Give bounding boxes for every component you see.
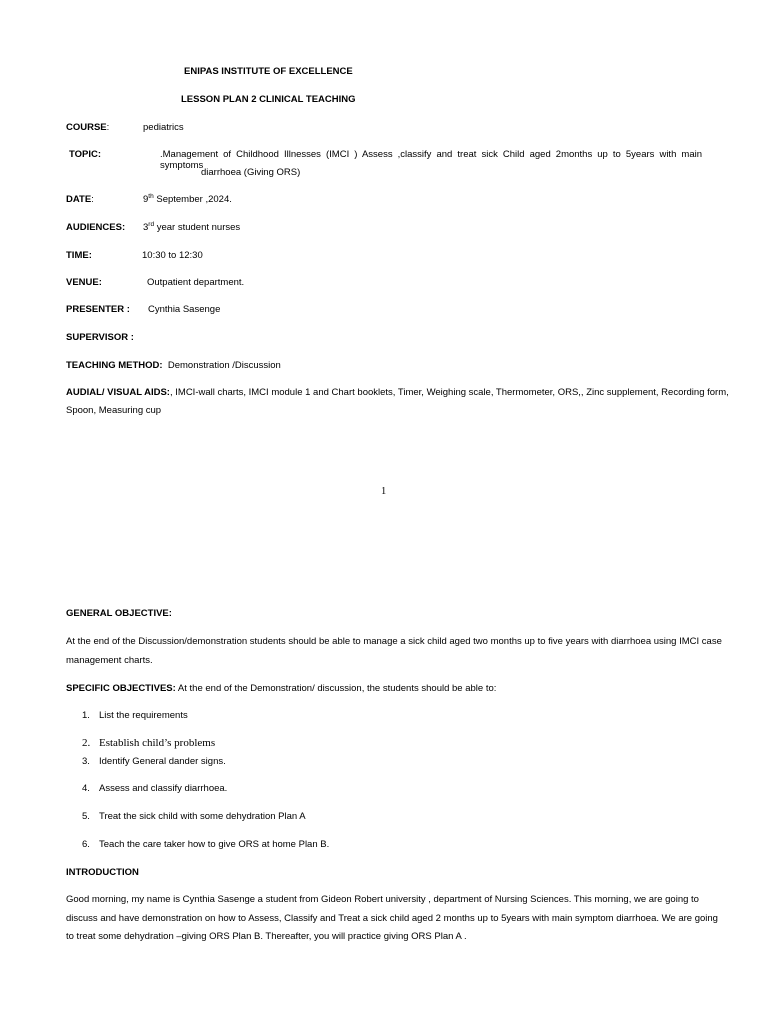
introduction-line1: Good morning, my name is Cynthia Sasenge a student from Gideon Robert university , department of Nursing Sciences. This morning, we are going to (66, 894, 699, 905)
introduction-line3: to treat some dehydration –giving ORS Plan B. Thereafter, you will practice giving ORS Plan A . (66, 931, 467, 942)
general-objective-heading: GENERAL OBJECTIVE: (66, 608, 172, 619)
course-value: pediatrics (143, 122, 184, 133)
supervisor-label: SUPERVISOR : (66, 332, 134, 343)
specific-objectives-intro: SPECIFIC OBJECTIVES: At the end of the Demonstration/ discussion, the students should be able to: (66, 683, 497, 694)
institute-title: ENIPAS INSTITUTE OF EXCELLENCE (184, 66, 353, 77)
general-objective-line2: management charts. (66, 655, 153, 666)
teaching-method: TEACHING METHOD: Demonstration /Discussion (66, 360, 281, 371)
audio-visual-aids-line1: AUDIAL/ VISUAL AIDS:, IMCI-wall charts, IMCI module 1 and Chart booklets, Timer, Weighing scale, Thermometer, ORS,, Zinc supplement, Recording form, (66, 387, 729, 398)
date-label: DATE: (66, 194, 94, 205)
audiences-label: AUDIENCES: (66, 222, 126, 233)
time-label: TIME: (66, 250, 92, 261)
introduction-heading: INTRODUCTION (66, 867, 139, 878)
page-number: 1 (381, 486, 387, 497)
date-value: 9th September ,2024. (143, 192, 232, 205)
venue-label: VENUE: (66, 277, 102, 288)
audio-visual-aids-line2: Spoon, Measuring cup (66, 405, 162, 416)
course-label: COURSE: (66, 122, 110, 133)
topic-value-line1: .Management of Childhood Illnesses (IMCI ) Assess ,classify and treat sick Child aged 2months up to 5years with main symptoms (160, 149, 702, 171)
topic-value-line2: diarrhoea (Giving ORS) (201, 167, 301, 178)
lesson-plan-title: LESSON PLAN 2 CLINICAL TEACHING (181, 94, 356, 105)
time-value: 10:30 to 12:30 (142, 250, 203, 261)
audiences-value: 3rd year student nurses (143, 220, 241, 233)
venue-value: Outpatient department. (147, 277, 245, 288)
general-objective-line1: At the end of the Discussion/demonstration students should be able to manage a sick child aged two months up to five years with diarrhoea using IMCI case (66, 636, 722, 647)
presenter-value: Cynthia Sasenge (148, 304, 221, 315)
topic-label: TOPIC: (69, 149, 102, 160)
presenter-label: PRESENTER : (66, 304, 130, 315)
introduction-line2: discuss and have demonstration on how to Assess, Classify and Treat a sick child aged 2 months up to 5years with main symptom diarrhoea. We are going (66, 913, 718, 924)
